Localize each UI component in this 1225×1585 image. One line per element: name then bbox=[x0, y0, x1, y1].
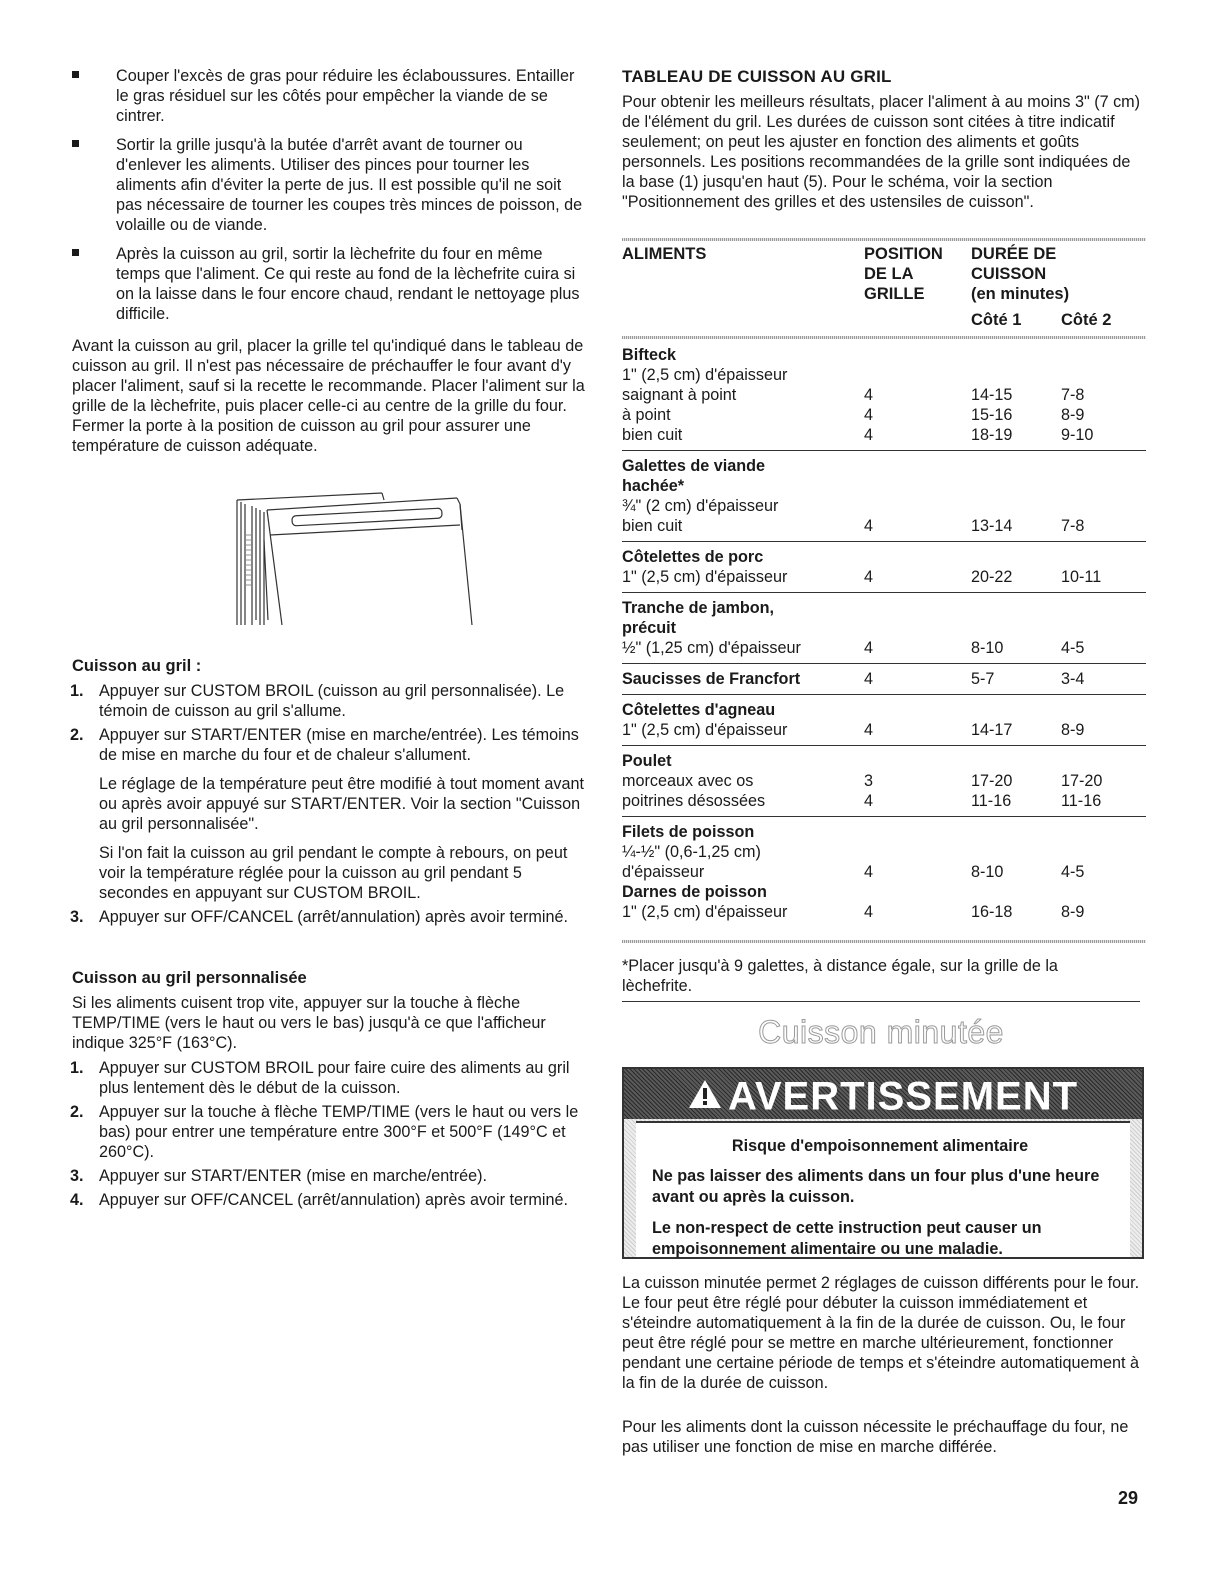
warning-text: Le non-respect de cette instruction peut causer un empoisonnement alimentaire ou une maladie. bbox=[652, 1219, 1042, 1258]
position-cell: 4 bbox=[864, 517, 874, 535]
side2-cell: 8-9 bbox=[1061, 721, 1085, 739]
food-cell: Darnes de poisson bbox=[622, 883, 767, 901]
table-footnote: *Placer jusqu'à 9 galettes, à distance égale, sur la grille de la lèchefrite. bbox=[622, 957, 1058, 995]
table-row bbox=[622, 542, 1146, 568]
table-body bbox=[622, 340, 1146, 927]
side1-cell: 16-18 bbox=[971, 903, 1013, 921]
side1-cell bbox=[971, 542, 1061, 568]
header-time-line: (en minutes) bbox=[971, 285, 1070, 303]
side2-cell: 3-4 bbox=[1061, 670, 1085, 688]
food-cell: bien cuit bbox=[622, 426, 683, 444]
side2-cell bbox=[1061, 542, 1146, 568]
header-position-line: POSITION bbox=[864, 245, 943, 263]
broil-chart-table bbox=[622, 244, 1146, 927]
header-time-line: DURÉE DE bbox=[971, 245, 1057, 263]
side2-cell bbox=[1061, 746, 1146, 772]
side1-cell bbox=[971, 365, 1061, 385]
side2-cell bbox=[1061, 882, 1146, 902]
food-cell: 1" (2,5 cm) d'épaisseur bbox=[622, 366, 788, 384]
side2-cell bbox=[1061, 842, 1146, 862]
header-time-line: CUISSON bbox=[971, 265, 1047, 283]
warning-text: Ne pas laisser des aliments dans un four plus d'une heure avant ou après la cuisson. bbox=[652, 1167, 1100, 1206]
position-cell: 4 bbox=[864, 903, 874, 921]
side2-cell: 9-10 bbox=[1061, 426, 1094, 444]
side1-cell bbox=[971, 340, 1061, 365]
warning-box bbox=[622, 1067, 1144, 1259]
table-header-row bbox=[622, 244, 1146, 304]
bullet-square-icon bbox=[72, 140, 79, 147]
table-row bbox=[622, 817, 1146, 843]
table-subheader-row bbox=[622, 304, 1146, 340]
header-side2: Côté 2 bbox=[1061, 311, 1112, 329]
side1-cell bbox=[971, 695, 1061, 721]
position-cell bbox=[864, 476, 971, 496]
oven-door-illustration bbox=[232, 480, 492, 630]
list-item: 1. Appuyer sur CUSTOM BROIL (cuisson au gril personnalisée). Le témoin de cuisson au gril s'allume. bbox=[70, 682, 565, 720]
table-row bbox=[622, 842, 1146, 862]
tips-list bbox=[72, 66, 590, 333]
header-food: ALIMENTS bbox=[622, 245, 707, 263]
side1-cell: 17-20 bbox=[971, 772, 1013, 790]
side2-cell: 4-5 bbox=[1061, 863, 1085, 881]
table-row bbox=[622, 365, 1146, 385]
position-cell bbox=[864, 695, 971, 721]
side1-cell: 15-16 bbox=[971, 406, 1013, 424]
food-cell: Poulet bbox=[622, 752, 672, 770]
broil-chart-intro: Pour obtenir les meilleurs résultats, placer l'aliment à au moins 3" (7 cm) de l'élément du gril. Les durées de cuisson sont citées à titre indicatif seulement; on peut les ajuster en fonction des aliments et goûts personnels. Les positions recommandées de la grille sont indiquées de la base (1) jusqu'en haut (5). Pour le schéma, voir la section "Positionnement des grilles et des ustensiles de cuisson". bbox=[622, 93, 1141, 211]
side2-cell: 11-16 bbox=[1061, 792, 1102, 810]
food-cell: à point bbox=[622, 406, 671, 424]
side1-cell: 18-19 bbox=[971, 426, 1013, 444]
list-item: Après la cuisson au gril, sortir la lèchefrite du four en même temps que l'aliment. Ce qui reste au fond de la lèchefrite cuira si on la laisse dans le four encore chaud, rendant le nettoyage plus difficile. bbox=[72, 244, 590, 324]
food-cell: ¼-½" (0,6-1,25 cm) bbox=[622, 843, 761, 861]
side1-cell bbox=[971, 451, 1061, 477]
table-row bbox=[622, 902, 1146, 927]
position-cell: 4 bbox=[864, 639, 874, 657]
food-cell: ½" (1,25 cm) d'épaisseur bbox=[622, 639, 801, 657]
food-cell: 1" (2,5 cm) d'épaisseur bbox=[622, 721, 788, 739]
table-row bbox=[622, 593, 1146, 619]
table-row bbox=[622, 618, 1146, 638]
custom-broil-heading: Cuisson au gril personnalisée bbox=[72, 969, 307, 987]
food-cell: morceaux avec os bbox=[622, 772, 754, 790]
side2-cell bbox=[1061, 618, 1146, 638]
table-row bbox=[622, 695, 1146, 721]
bullet-square-icon bbox=[72, 71, 79, 78]
food-cell: 1" (2,5 cm) d'épaisseur bbox=[622, 568, 788, 586]
table-row bbox=[622, 567, 1146, 593]
broil-intro: Avant la cuisson au gril, placer la grille tel qu'indiqué dans le tableau de cuisson au gril. Il n'est pas nécessaire de préchauffer le four avant d'y placer l'aliment, sauf si la recette le recommande. Placer l'aliment sur la grille de la lèchefrite, puis placer celle-ci au centre de la grille du four. Fermer la porte à la position de cuisson au gril pour assurer une température de cuisson adéquate. bbox=[72, 337, 585, 455]
table-row bbox=[622, 664, 1146, 695]
side2-cell: 7-8 bbox=[1061, 517, 1085, 535]
table-row bbox=[622, 516, 1146, 542]
position-cell bbox=[864, 451, 971, 477]
warning-triangle-icon bbox=[688, 1071, 722, 1121]
list-item: 3. Appuyer sur OFF/CANCEL (arrêt/annulation) après avoir terminé. bbox=[70, 908, 569, 926]
timed-cooking-paragraph: Pour les aliments dont la cuisson nécessite le préchauffage du four, ne pas utiliser une fonction de mise en marche différée. bbox=[622, 1418, 1129, 1456]
bullet-square-icon bbox=[72, 249, 79, 256]
food-cell: Côtelettes d'agneau bbox=[622, 701, 776, 719]
table-row bbox=[622, 720, 1146, 746]
header-rule bbox=[622, 336, 1146, 339]
step-note: Si l'on fait la cuisson au gril pendant le compte à rebours, on peut voir la température réglée pour la cuisson au gril pendant 5 secondes en appuyant sur CUSTOM BROIL. bbox=[99, 844, 568, 902]
table-row bbox=[622, 638, 1146, 664]
position-cell: 4 bbox=[864, 426, 874, 444]
header-position-line: GRILLE bbox=[864, 285, 925, 303]
side2-cell bbox=[1061, 496, 1146, 516]
position-cell bbox=[864, 746, 971, 772]
side1-cell: 11-16 bbox=[971, 792, 1012, 810]
side1-cell bbox=[971, 746, 1061, 772]
food-cell: Tranche de jambon, bbox=[622, 599, 775, 617]
food-cell: Galettes de viande bbox=[622, 457, 766, 475]
position-cell: 4 bbox=[864, 670, 874, 688]
side2-cell bbox=[1061, 451, 1146, 477]
position-cell: 3 bbox=[864, 772, 874, 790]
food-cell: hachée* bbox=[622, 477, 685, 495]
broil-chart-title: TABLEAU DE CUISSON AU GRIL bbox=[622, 67, 892, 86]
position-cell bbox=[864, 365, 971, 385]
table-top-rule bbox=[622, 238, 1146, 241]
broil-heading: Cuisson au gril : bbox=[72, 657, 202, 675]
table-row bbox=[622, 862, 1146, 882]
side1-cell: 14-15 bbox=[971, 386, 1013, 404]
side1-cell: 13-14 bbox=[971, 517, 1013, 535]
header-side1: Côté 1 bbox=[971, 311, 1022, 329]
food-cell: Bifteck bbox=[622, 346, 676, 364]
side1-cell bbox=[971, 476, 1061, 496]
side2-cell bbox=[1061, 365, 1146, 385]
position-cell bbox=[864, 842, 971, 862]
list-item: Sortir la grille jusqu'à la butée d'arrêt avant de tourner ou d'enlever les aliments. Utiliser des pinces pour tourner les aliments afin d'éviter la perte de jus. Il est possible qu'il ne soit pas nécessaire de tourner les coupes très minces de poisson, de volaille ou de viande. bbox=[72, 135, 590, 235]
table-row bbox=[622, 476, 1146, 496]
table-row bbox=[622, 746, 1146, 772]
food-cell: d'épaisseur bbox=[622, 863, 705, 881]
timed-cooking-heading: Cuisson minutée bbox=[758, 1014, 1004, 1050]
side2-cell: 17-20 bbox=[1061, 772, 1103, 790]
side2-cell: 10-11 bbox=[1061, 568, 1102, 586]
timed-cooking-paragraph: La cuisson minutée permet 2 réglages de cuisson différents pour le four. Le four peut être réglé pour débuter la cuisson immédiatement et s'éteindre automatiquement à la fin de la durée de cuisson. Ou, le four peut être réglé pour se mettre en marche ultérieurement, fonctionner pendant une certaine période de temps et s'éteindre automatiquement à la fin de la durée de cuisson. bbox=[622, 1274, 1140, 1392]
side2-cell bbox=[1061, 593, 1146, 619]
side2-cell bbox=[1061, 695, 1146, 721]
footnote-rule bbox=[622, 1001, 1140, 1002]
position-cell bbox=[864, 542, 971, 568]
side2-cell bbox=[1061, 817, 1146, 843]
list-item: 1. Appuyer sur CUSTOM BROIL pour faire cuire des aliments au gril plus lentement dès le début de la cuisson. bbox=[70, 1059, 570, 1097]
list-item: 2. Appuyer sur START/ENTER (mise en marche/entrée). Les témoins de mise en marche du four et de chaleur s'allument. Le réglage de la température peut être modifié à tout moment avant ou après avoir appuyé sur START/ENTER. Voir la section "Cuisson au gril personnalisée". Si l'on fait la cuisson au gril pendant le compte à rebours, on peut voir la température réglée pour la cuisson au gril pendant 5 secondes en appuyant sur CUSTOM BROIL. bbox=[70, 725, 588, 903]
position-cell: 4 bbox=[864, 568, 874, 586]
side2-cell bbox=[1061, 476, 1146, 496]
list-item: 2. Appuyer sur la touche à flèche TEMP/TIME (vers le haut ou vers le bas) pour entrer une température entre 300°F et 500°F (149°C et 260°C). bbox=[70, 1103, 579, 1161]
food-cell: bien cuit bbox=[622, 517, 683, 535]
position-cell: 4 bbox=[864, 792, 874, 810]
food-cell: poitrines désossées bbox=[622, 792, 766, 810]
table-row bbox=[622, 451, 1146, 477]
list-item: 3. Appuyer sur START/ENTER (mise en marche/entrée). bbox=[70, 1167, 488, 1185]
table-row bbox=[622, 771, 1146, 791]
table-row bbox=[622, 496, 1146, 516]
position-cell: 4 bbox=[864, 721, 874, 739]
food-cell: précuit bbox=[622, 619, 676, 637]
list-item: 4. Appuyer sur OFF/CANCEL (arrêt/annulation) après avoir terminé. bbox=[70, 1191, 569, 1209]
table-row bbox=[622, 425, 1146, 451]
warning-heading: Risque d'empoisonnement alimentaire bbox=[731, 1137, 1029, 1155]
food-cell: saignant à point bbox=[622, 386, 737, 404]
position-cell: 4 bbox=[864, 863, 874, 881]
food-cell: Filets de poisson bbox=[622, 823, 755, 841]
table-row bbox=[622, 405, 1146, 425]
side1-cell: 14-17 bbox=[971, 721, 1013, 739]
list-item: Couper l'excès de gras pour réduire les éclaboussures. Entailler le gras résiduel sur les côtés pour empêcher la viande de se cintrer. bbox=[72, 66, 590, 126]
side1-cell bbox=[971, 842, 1061, 862]
food-cell: Côtelettes de porc bbox=[622, 548, 764, 566]
header-position-line: DE LA bbox=[864, 265, 914, 283]
position-cell: 4 bbox=[864, 406, 874, 424]
position-cell bbox=[864, 593, 971, 619]
position-cell bbox=[864, 496, 971, 516]
warning-banner: AVERTISSEMENT bbox=[624, 1069, 1142, 1119]
side1-cell bbox=[971, 882, 1061, 902]
broil-steps bbox=[70, 681, 588, 931]
side1-cell: 8-10 bbox=[971, 639, 1004, 657]
position-cell bbox=[864, 882, 971, 902]
side1-cell bbox=[971, 618, 1061, 638]
side2-cell: 8-9 bbox=[1061, 406, 1085, 424]
side2-cell: 8-9 bbox=[1061, 903, 1085, 921]
side2-cell: 4-5 bbox=[1061, 639, 1085, 657]
table-row bbox=[622, 791, 1146, 817]
side1-cell bbox=[971, 817, 1061, 843]
position-cell bbox=[864, 340, 971, 365]
step-note: Le réglage de la température peut être modifié à tout moment avant ou après avoir appuyé sur START/ENTER. Voir la section "Cuisson au gril personnalisée". bbox=[99, 775, 585, 833]
position-cell: 4 bbox=[864, 386, 874, 404]
position-cell bbox=[864, 618, 971, 638]
food-cell: Saucisses de Francfort bbox=[622, 670, 801, 688]
warning-content bbox=[636, 1121, 1130, 1257]
custom-broil-intro: Si les aliments cuisent trop vite, appuyer sur la touche à flèche TEMP/TIME (vers le haut ou vers le bas) jusqu'à ce que l'afficheur indique 325°F (163°C). bbox=[72, 994, 546, 1052]
table-row bbox=[622, 340, 1146, 365]
side1-cell: 20-22 bbox=[971, 568, 1013, 586]
side1-cell: 8-10 bbox=[971, 863, 1004, 881]
table-row bbox=[622, 385, 1146, 405]
table-row bbox=[622, 882, 1146, 902]
table-bottom-rule bbox=[622, 940, 1146, 943]
side1-cell bbox=[971, 496, 1061, 516]
custom-broil-steps bbox=[70, 1058, 588, 1214]
food-cell: ¾" (2 cm) d'épaisseur bbox=[622, 497, 779, 515]
side2-cell: 7-8 bbox=[1061, 386, 1085, 404]
side1-cell bbox=[971, 593, 1061, 619]
side2-cell bbox=[1061, 340, 1146, 365]
page-number: 29 bbox=[1118, 1488, 1139, 1508]
food-cell: 1" (2,5 cm) d'épaisseur bbox=[622, 903, 788, 921]
position-cell bbox=[864, 817, 971, 843]
side1-cell: 5-7 bbox=[971, 670, 995, 688]
